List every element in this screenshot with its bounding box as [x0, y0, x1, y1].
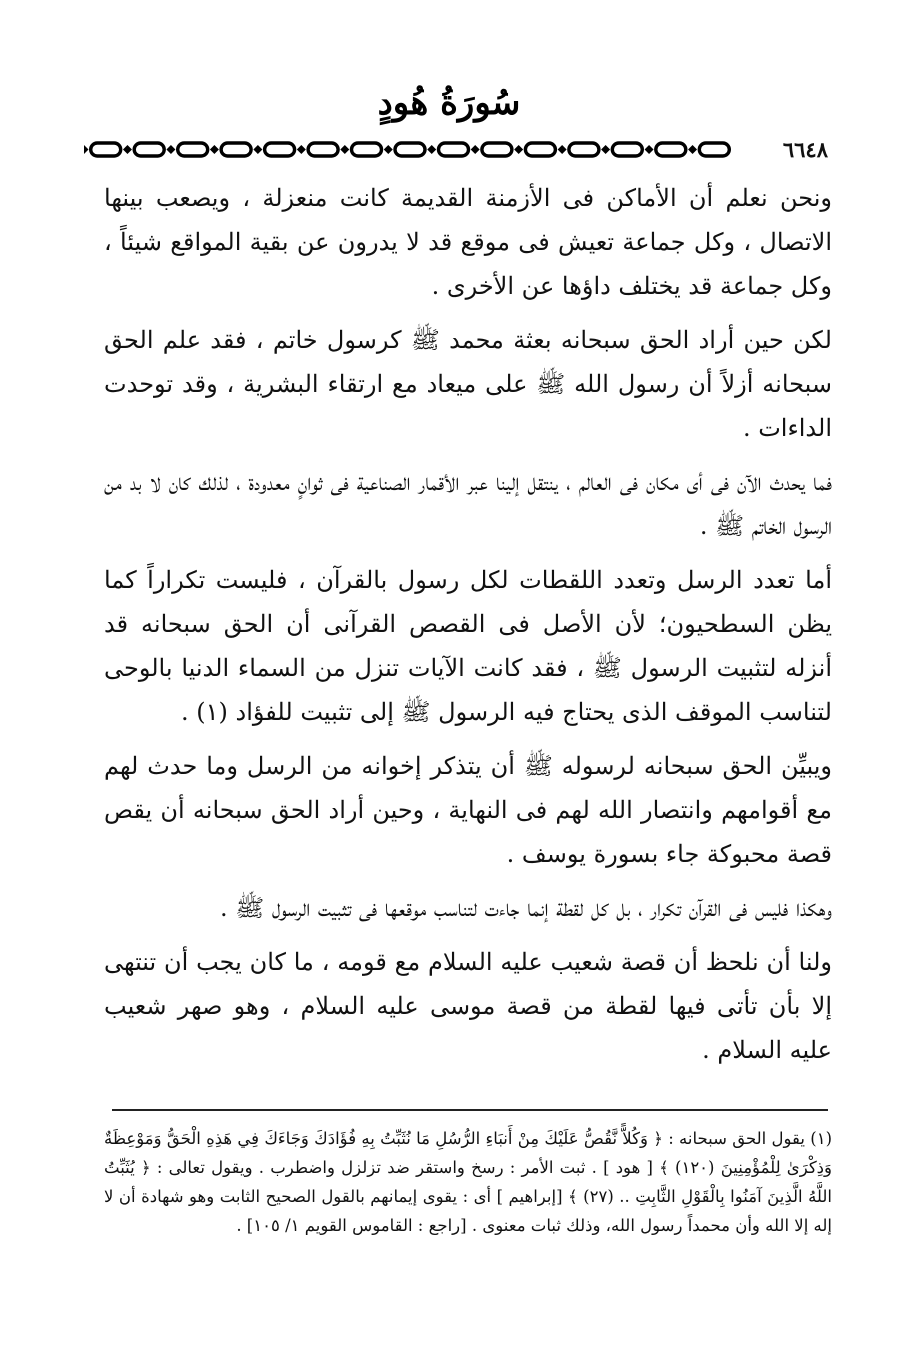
- chain-diamond: [384, 145, 393, 154]
- chain-diamond: [645, 145, 654, 154]
- chain-diamond: [210, 145, 219, 154]
- chain-diamond: [84, 145, 89, 154]
- chain-diamond: [253, 145, 262, 154]
- page-number: ٦٦٤٨: [782, 137, 828, 162]
- paragraph: ونحن نعلم أن الأماكن فى الأزمنة القديمة كانت منعزلة ، ويصعب بينها الاتصال ، وكل جماعة تعيش فى موقع قد لا يدرون عن بقية المواقع شيئاً ، وكل جماعة قد يختلف داؤها عن الأخرى .: [104, 184, 832, 300]
- chain-link: [91, 143, 121, 156]
- chain-link: [221, 143, 251, 156]
- chain-diamond: [688, 145, 697, 154]
- chain-link: [178, 143, 208, 156]
- chain-link: [482, 143, 512, 156]
- footnotes: [104, 1124, 832, 1240]
- page-header: [84, 138, 844, 162]
- chain-diamond: [601, 145, 610, 154]
- chain-link: [525, 143, 555, 156]
- footnote-divider: [112, 1109, 828, 1111]
- chain-diamond: [558, 145, 567, 154]
- paragraph: ولنا أن نلحظ أن قصة شعيب عليه السلام مع قومه ، ما كان يجب أن تنتهى إلا بأن تأتى فيها لقطة من قصة موسى عليه السلام ، وهو صهر شعيب عليه السلام .: [104, 948, 832, 1064]
- paragraph: لكن حين أراد الحق سبحانه بعثة محمد ﷺ كرسول خاتم ، فقد علم الحق سبحانه أزلاً أن رسول الله ﷺ على ميعاد مع ارتقاء البشرية ، وقد توحدت الداءات .: [104, 326, 832, 442]
- chain-link: [699, 143, 729, 156]
- chain-link: [352, 143, 382, 156]
- footnote: (١) يقول الحق سبحانه : ﴿ وَكُلاًّ نَّقُصُّ عَلَيْكَ مِنْ أَنبَاءِ الرُّسُلِ مَا نُثَبِّتُ بِهِ فُؤَادَكَ وَجَاءَكَ فِي هَذِهِ الْحَقُّ وَمَوْعِظَةٌ وَذِكْرَىٰ لِلْمُؤْمِنِينَ (١٢٠) ﴾ [ هود ] . ثبت الأمر : رسخ واستقر ضد تزلزل واضطرب . ويقول تعالى : ﴿ يُثَبِّتُ اللَّهُ الَّذِينَ آمَنُوا بِالْقَوْلِ الثَّابِتِ .. (٢٧) ﴾ [إبراهيم ] أى : يقوى إيمانهم بالقول الصحيح الثابت وهو شهادة أن لا إله إلا الله وأن محمداً رسول الله، وذلك ثبات معنوى . [راجع : القاموس القويم ١/ ١٠٥] .: [104, 1129, 833, 1235]
- chain-diamond: [514, 145, 523, 154]
- chain-link: [395, 143, 425, 156]
- chain-diamond: [340, 145, 349, 154]
- ornamental-chain-border: [84, 139, 736, 161]
- chain-diamond: [123, 145, 132, 154]
- paragraph: فما يحدث الآن فى أى مكان فى العالم ، ينتقل إلينا عبر الأقمار الصناعية فى ثوانٍ معدودة ، لذلك كان لا بد من الرسول الخاتم ﷺ .: [104, 468, 832, 540]
- chain-link: [308, 143, 338, 156]
- chain-link: [439, 143, 469, 156]
- main-text: [104, 176, 832, 1082]
- chain-link: [265, 143, 295, 156]
- chain-link: [569, 143, 599, 156]
- chain-diamond: [166, 145, 175, 154]
- chain-diamond: [297, 145, 306, 154]
- paragraph: ويبيِّن الحق سبحانه لرسوله ﷺ أن يتذكر إخوانه من الرسل وما حدث لهم مع أقوامهم وانتصار الله لهم فى النهاية ، وحين أراد الحق سبحانه أن يقص قصة محبوكة جاء بسورة يوسف .: [104, 752, 832, 868]
- chain-link: [612, 143, 642, 156]
- paragraph: وهكذا فليس فى القرآن تكرار ، بل كل لقطة إنما جاءت لتناسب موقعها فى تثبيت الرسول ﷺ .: [220, 894, 832, 922]
- surah-title: سُورَةُ هُودٍ: [377, 83, 521, 123]
- chain-link: [134, 143, 164, 156]
- paragraph: أما تعدد الرسل وتعدد اللقطات لكل رسول بالقرآن ، فليست تكراراً كما يظن السطحيون؛ لأن الأصل فى القصص القرآنى أن الحق سبحانه قد أنزله لتثبيت الرسول ﷺ ، فقد كانت الآيات تنزل من السماء الدنيا بالوحى لتناسب الموقف الذى يحتاج فيه الرسول ﷺ إلى تثبيت للفؤاد (١) .: [104, 566, 832, 726]
- chain-link: [656, 143, 686, 156]
- chain-diamond: [427, 145, 436, 154]
- chain-diamond: [471, 145, 480, 154]
